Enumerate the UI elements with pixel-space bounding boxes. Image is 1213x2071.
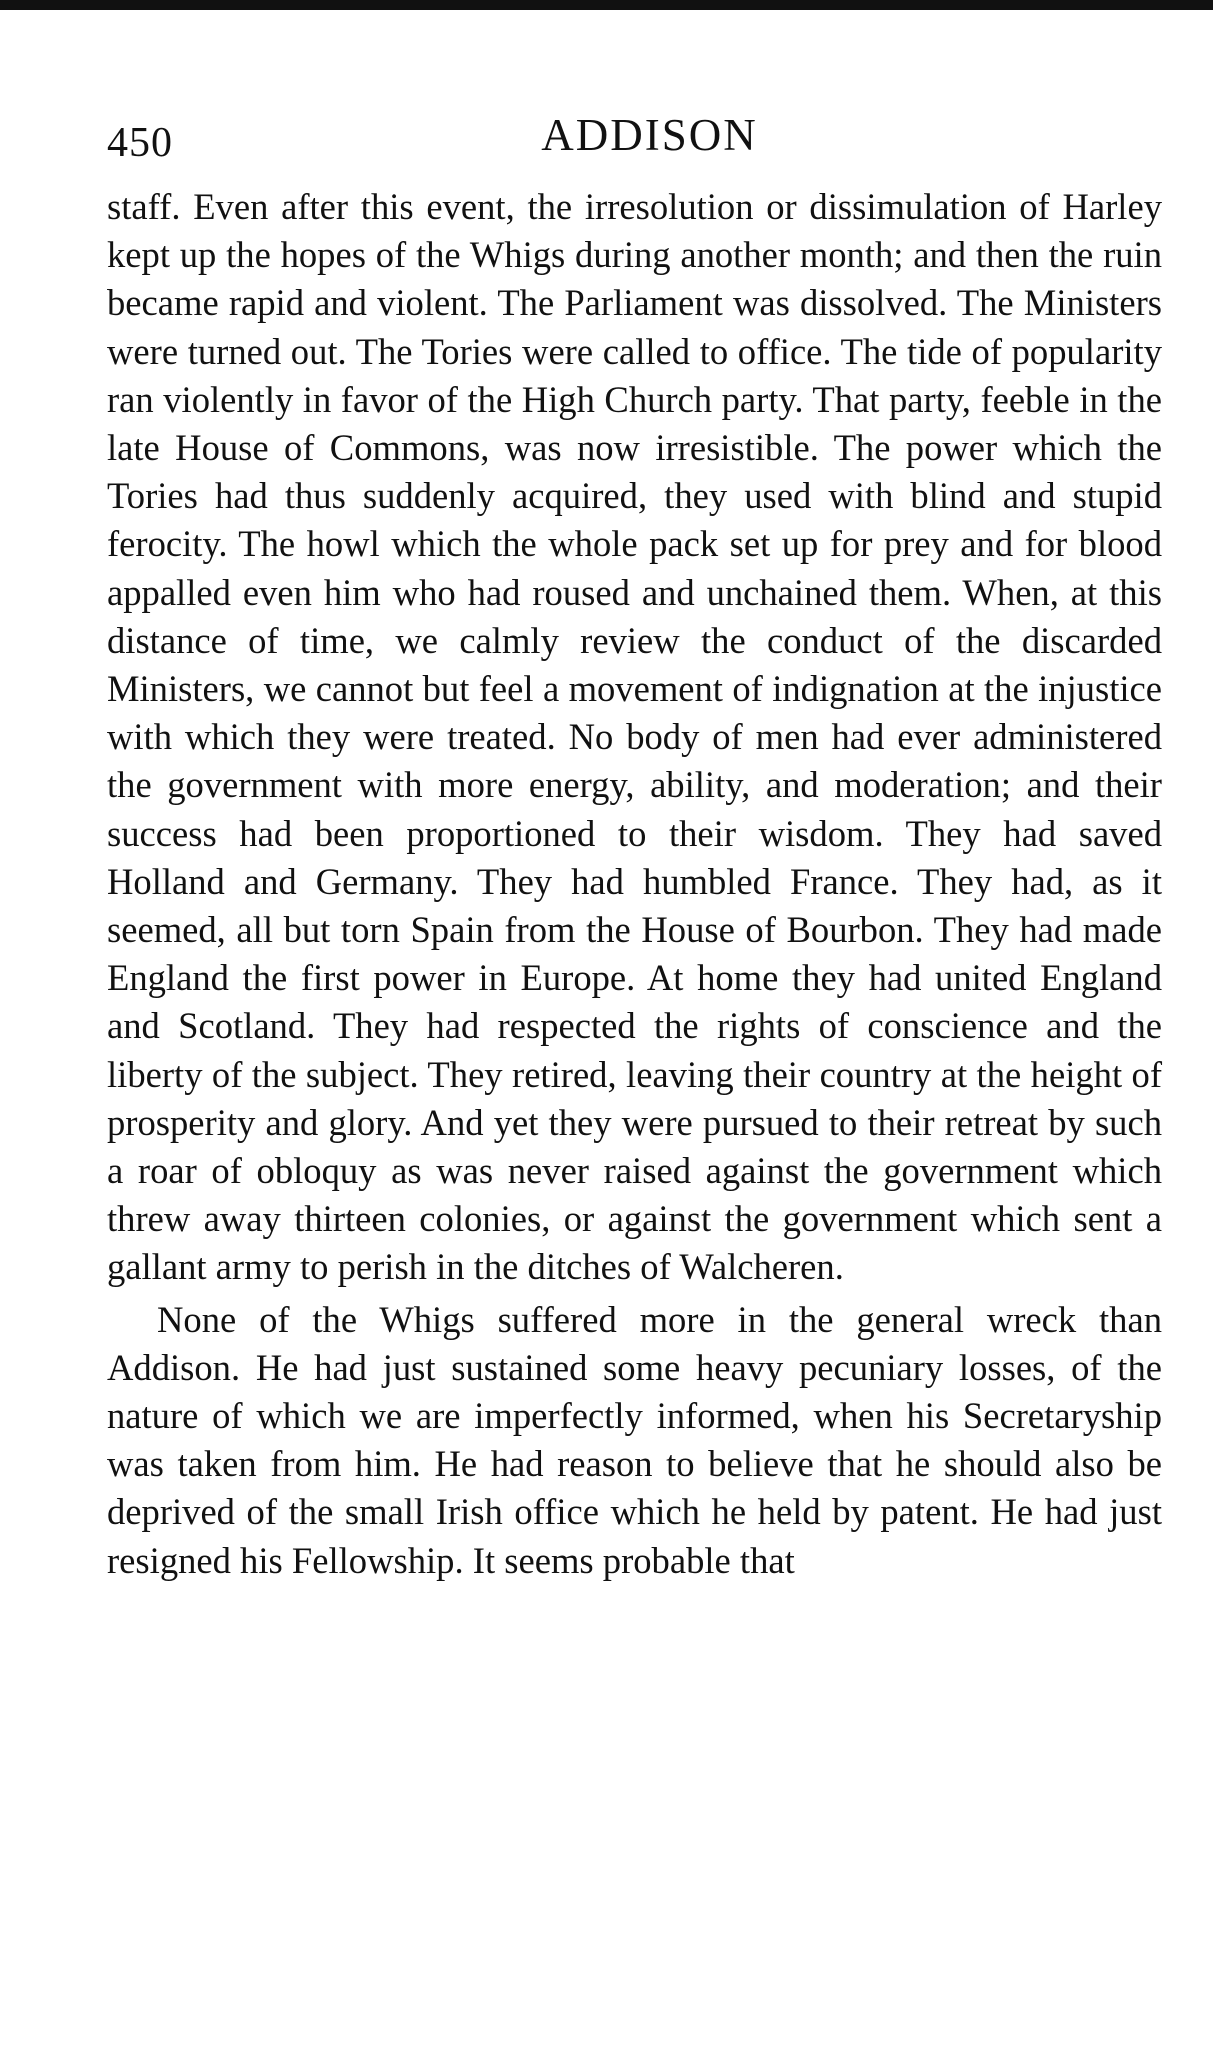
body-text — [107, 183, 1162, 1585]
top-border-rule — [0, 0, 1213, 10]
running-title: ADDISON — [541, 110, 758, 160]
paragraph-1: staff. Even after this event, the irresolution or dissimulation of Harley kept up the hopes of the Whigs during another month; and then the ruin became rapid and violent. The Parliament was dissolved. The Ministers were turned out. The Tories were called to office. The tide of popularity ran violently in favor of the High Church party. That party, feeble in the late House of Commons, was now irresistible. The power which the Tories had thus suddenly acquired, they used with blind and stupid ferocity. The howl which the whole pack set up for prey and for blood appalled even him who had roused and unchained them. When, at this distance of time, we calmly review the conduct of the discarded Ministers, we cannot but feel a movement of indignation at the injustice with which they were treated. No body of men had ever administered the government with more energy, ability, and moderation; and their success had been proportioned to their wisdom. They had saved Holland and Germany. They had humbled France. They had, as it seemed, all but torn Spain from the House of Bourbon. They had made England the first power in Europe. At home they had united England and Scotland. They had respected the rights of conscience and the liberty of the subject. They retired, leaving their country at the height of prosperity and glory. And yet they were pursued to their retreat by such a roar of obloquy as was never raised against the government which threw away thirteen colonies, or against the government which sent a gallant army to perish in the ditches of Walcheren. — [107, 186, 1162, 1288]
book-page — [107, 105, 1162, 1585]
running-head — [107, 105, 1162, 183]
page-number: 450 — [107, 120, 173, 166]
paragraph-2: None of the Whigs suffered more in the general wreck than Addison. He had just sustained some heavy pecuniary losses, of the nature of which we are imperfectly informed, when his Secretaryship was taken from him. He had reason to believe that he should also be deprived of the small Irish office which he held by patent. He had just resigned his Fellowship. It seems probable that — [107, 1298, 1162, 1581]
